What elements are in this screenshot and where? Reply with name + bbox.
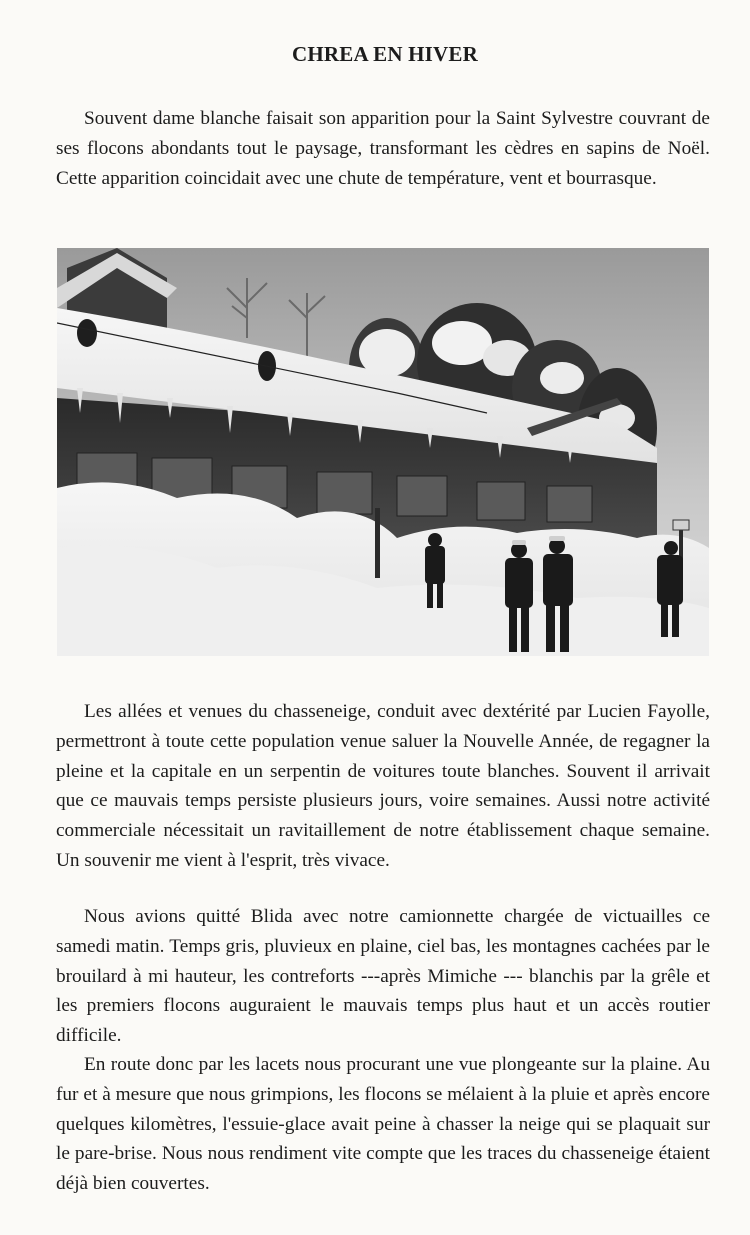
paragraph-intro: Souvent dame blanche faisait son apparition pour la Saint Sylvestre couvrant de ses flocons abondants tout le paysage, transformant les cèdres en sapins de Noël. Cette apparition coincidait avec une chute de température, vent et bourrasque.	[56, 108, 710, 189]
paragraph-chasseneige: Les allées et venues du chasseneige, conduit avec dextérité par Lucien Fayolle, permettront à toute cette population venue saluer la Nouvelle Année, de regagner la pleine et la capitale en un serpentin de voitures toute blanches. Souvent il arrivait que ce mauvais temps persiste plusieurs jours, voire semaines. Aussi notre activité commerciale nécessitait un ravitaillement de notre établissement chaque semaine. Un souvenir me vient à l'esprit, très vivace.	[56, 701, 710, 871]
page-title: CHREA EN HIVER	[292, 42, 478, 66]
paragraph-blida: Nous avions quitté Blida avec notre camionnette chargée de victuailles ce samedi matin. Temps gris, pluvieux en plaine, ciel bas, les montagnes cachées par le brouilard à mi hauteur, les contreforts ---après Mimiche --- blanchis par la grêle et les premiers flocons auguraient le mauvais temps plus haut et un accès routier difficile.	[56, 906, 710, 1047]
paragraph-route: En route donc par les lacets nous procurant une vue plongeante sur la plaine. Au fur et à mesure que nous grimpions, les flocons se mélaient à la pluie et après encore quelques kilomètres, l'essuie-glace avait peine à chasser la neige qui se plaquait sur le pare-brise. Nous nous rendiment vite compte que les traces du chasseneige étaient déjà bien couvertes.	[56, 1054, 710, 1195]
snow-chalet-photo	[57, 248, 709, 656]
